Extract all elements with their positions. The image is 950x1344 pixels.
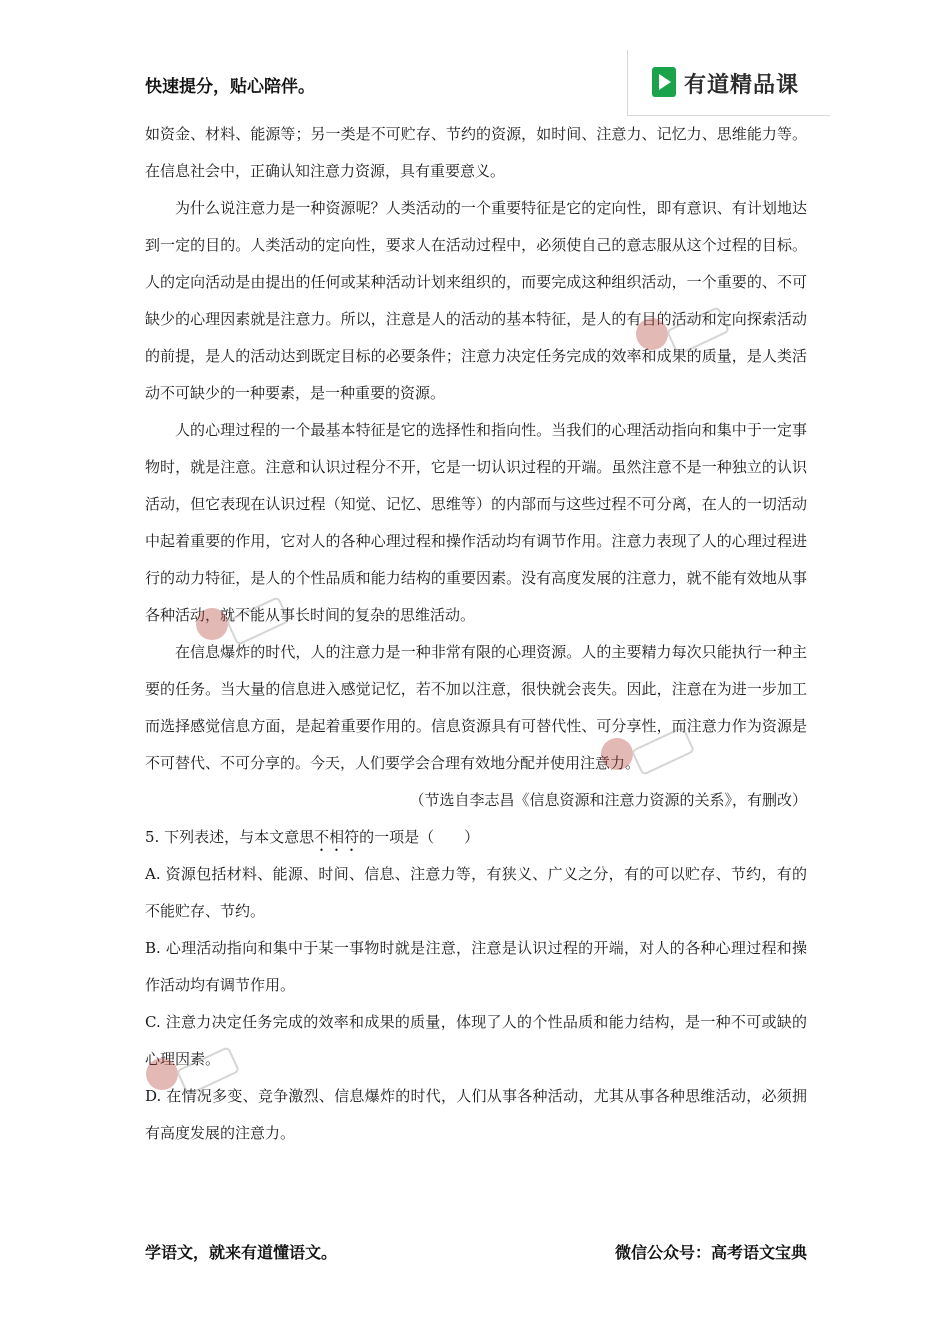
paragraph-1: 如资金、材料、能源等；另一类是不可贮存、节约的资源，如时间、注意力、记忆力、思维能力等。在信息社会中，正确认知注意力资源，具有重要意义。 <box>145 125 807 180</box>
option-c: C. 注意力决定任务完成的效率和成果的质量，体现了人的个性品质和能力结构，是一种不可或缺的心理因素。 <box>145 1013 807 1068</box>
article-source: （节选自李志昌《信息资源和注意力资源的关系》，有删改） <box>409 791 807 809</box>
brand-logo <box>627 50 830 116</box>
play-icon <box>652 67 676 97</box>
question-prefix: 5. 下列表述，与本文意思 <box>145 828 315 846</box>
option-a: A. 资源包括材料、能源、时间、信息、注意力等，有狭义、广义之分，有的可以贮存、节约，有的不能贮存、节约。 <box>145 865 807 920</box>
option-d: D. 在情况多变、竞争激烈、信息爆炸的时代，人们从事各种活动，尤其从事各种思维活动，必须拥有高度发展的注意力。 <box>145 1087 807 1142</box>
footer-slogan: 学语文，就来有道懂语文。 <box>145 1243 338 1262</box>
article-body <box>145 116 807 1152</box>
footer-wechat: 微信公众号：高考语文宝典 <box>614 1243 807 1262</box>
question-stem <box>145 819 807 856</box>
header-slogan: 快速提分，贴心陪伴。 <box>145 77 315 97</box>
question-emphasis: 不相符 <box>314 828 360 846</box>
brand-name: 有道精品课 <box>684 73 800 98</box>
paragraph-2: 为什么说注意力是一种资源呢？人类活动的一个重要特征是它的定向性，即有意识、有计划地达到一定的目的。人类活动的定向性，要求人在活动过程中，必须使自己的意志服从这个过程的目标。人的定向活动是由提出的任何或某种活动计划来组织的，而要完成这种组织活动，一个重要的、不可缺少的心理因素就是注意力。所以，注意是人的活动的基本特征，是人的有目的活动和定向探索活动的前提，是人的活动达到既定目标的必要条件；注意力决定任务完成的效率和成果的质量，是人类活动不可缺少的一种要素，是一种重要的资源。 <box>145 199 807 402</box>
paragraph-4: 在信息爆炸的时代，人的注意力是一种非常有限的心理资源。人的主要精力每次只能执行一种主要的任务。当大量的信息进入感觉记忆，若不加以注意，很快就会丧失。因此，注意在为进一步加工而选择感觉信息方面，是起着重要作用的。信息资源具有可替代性、可分享性，而注意力作为资源是不可替代、不可分享的。今天，人们要学会合理有效地分配并使用注意力。 <box>145 643 807 772</box>
paragraph-3: 人的心理过程的一个最基本特征是它的选择性和指向性。当我们的心理活动指向和集中于一定事物时，就是注意。注意和认识过程分不开，它是一切认识过程的开端。虽然注意不是一种独立的认识活动，但它表现在认识过程（知觉、记忆、思维等）的内部而与这些过程不可分离，在人的一切活动中起着重要的作用，它对人的各种心理过程和操作活动均有调节作用。注意力表现了人的心理过程进行的动力特征，是人的个性品质和能力结构的重要因素。没有高度发展的注意力，就不能有效地从事各种活动，就不能从事长时间的复杂的思维活动。 <box>145 421 807 624</box>
option-b: B. 心理活动指向和集中于某一事物时就是注意，注意是认识过程的开端，对人的各种心理过程和操作活动均有调节作用。 <box>145 939 807 994</box>
question-suffix: 的一项是（ ） <box>359 828 480 846</box>
